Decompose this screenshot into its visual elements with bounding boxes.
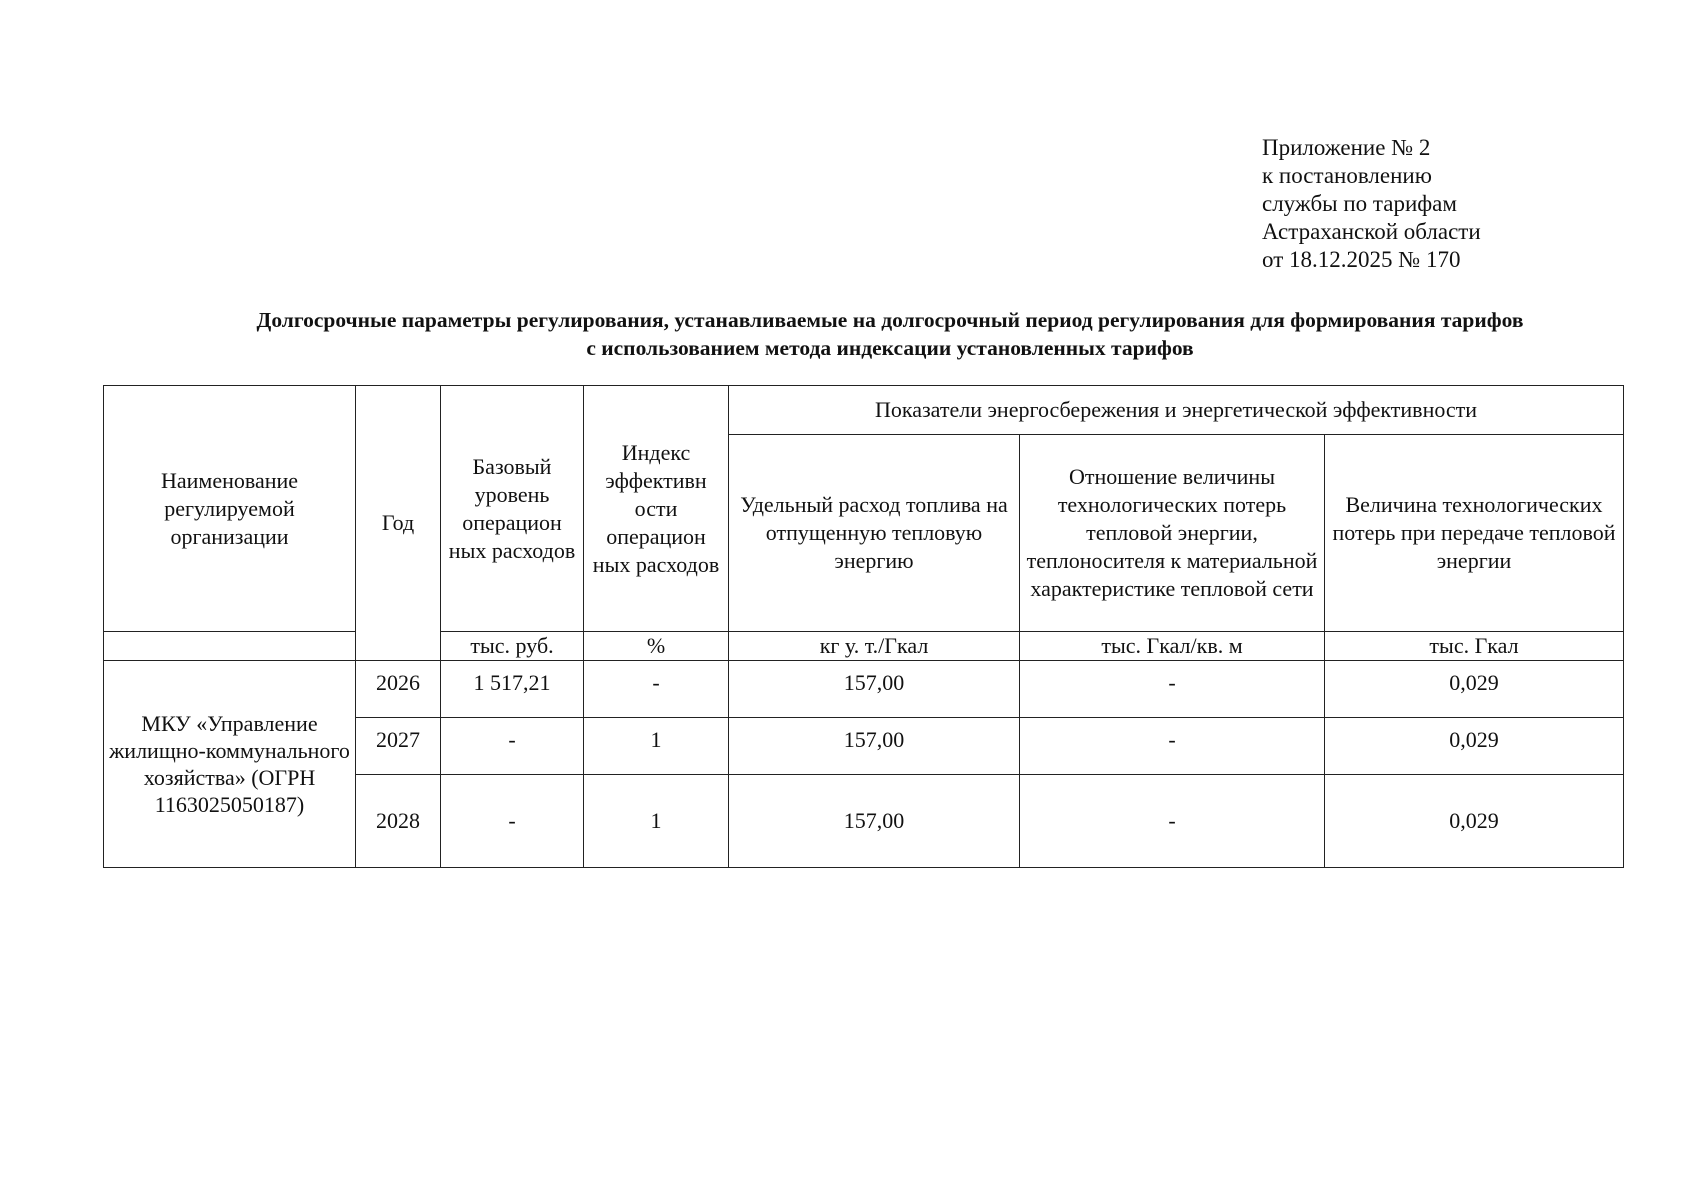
header-energy-group: Показатели энергосбережения и энергетической эффективности: [729, 386, 1624, 435]
unit-fuel-consumption: кг у. т./Гкал: [729, 632, 1020, 661]
header-row-top: [104, 386, 1624, 435]
unit-loss-value: тыс. Гкал: [1325, 632, 1624, 661]
cell-base-level: 1 517,21: [441, 661, 584, 718]
cell-fuel-consumption: 157,00: [729, 718, 1020, 775]
appendix-line: к постановлению: [1262, 163, 1432, 188]
cell-loss-ratio: -: [1020, 775, 1325, 868]
unit-efficiency-index: %: [584, 632, 729, 661]
cell-loss-ratio: -: [1020, 718, 1325, 775]
unit-base-level: тыс. руб.: [441, 632, 584, 661]
appendix-line: Приложение № 2: [1262, 135, 1431, 160]
header-org-name: Наименование регулируемой организации: [104, 386, 356, 632]
title-line-2: с использованием метода индексации установленных тарифов: [586, 336, 1194, 360]
appendix-line: от 18.12.2025 № 170: [1262, 247, 1461, 272]
cell-base-level: -: [441, 775, 584, 868]
cell-fuel-consumption: 157,00: [729, 661, 1020, 718]
cell-loss-value: 0,029: [1325, 775, 1624, 868]
unit-org-empty: [104, 632, 356, 661]
document-title: [150, 306, 1630, 362]
unit-loss-ratio: тыс. Гкал/кв. м: [1020, 632, 1325, 661]
table-row: [104, 661, 1624, 718]
cell-loss-value: 0,029: [1325, 718, 1624, 775]
cell-year: 2028: [356, 775, 441, 868]
header-fuel-consumption: Удельный расход топлива на отпущенную тепловую энергию: [729, 435, 1020, 632]
header-efficiency-index: Индекс эффективн ости операцион ных расходов: [584, 386, 729, 632]
header-row-units: [104, 632, 1624, 661]
cell-efficiency-index: 1: [584, 775, 729, 868]
cell-base-level: -: [441, 718, 584, 775]
cell-fuel-consumption: 157,00: [729, 775, 1020, 868]
appendix-line: Астраханской области: [1262, 219, 1481, 244]
appendix-block: [1262, 134, 1481, 274]
parameters-table: [103, 385, 1624, 868]
cell-loss-ratio: -: [1020, 661, 1325, 718]
cell-year: 2026: [356, 661, 441, 718]
cell-efficiency-index: -: [584, 661, 729, 718]
header-base-level: Базовый уровень операцион ных расходов: [441, 386, 584, 632]
cell-loss-value: 0,029: [1325, 661, 1624, 718]
header-loss-ratio: Отношение величины технологических потерь тепловой энергии, теплоносителя к материальной характеристике тепловой сети: [1020, 435, 1325, 632]
header-year: Год: [356, 386, 441, 661]
appendix-line: службы по тарифам: [1262, 191, 1457, 216]
cell-efficiency-index: 1: [584, 718, 729, 775]
organization-name: МКУ «Управление жилищно-коммунального хозяйства» (ОГРН 1163025050187): [104, 661, 356, 868]
cell-year: 2027: [356, 718, 441, 775]
header-loss-value: Величина технологических потерь при передаче тепловой энергии: [1325, 435, 1624, 632]
title-line-1: Долгосрочные параметры регулирования, устанавливаемые на долгосрочный период регулирования для формирования тарифов: [256, 308, 1524, 332]
